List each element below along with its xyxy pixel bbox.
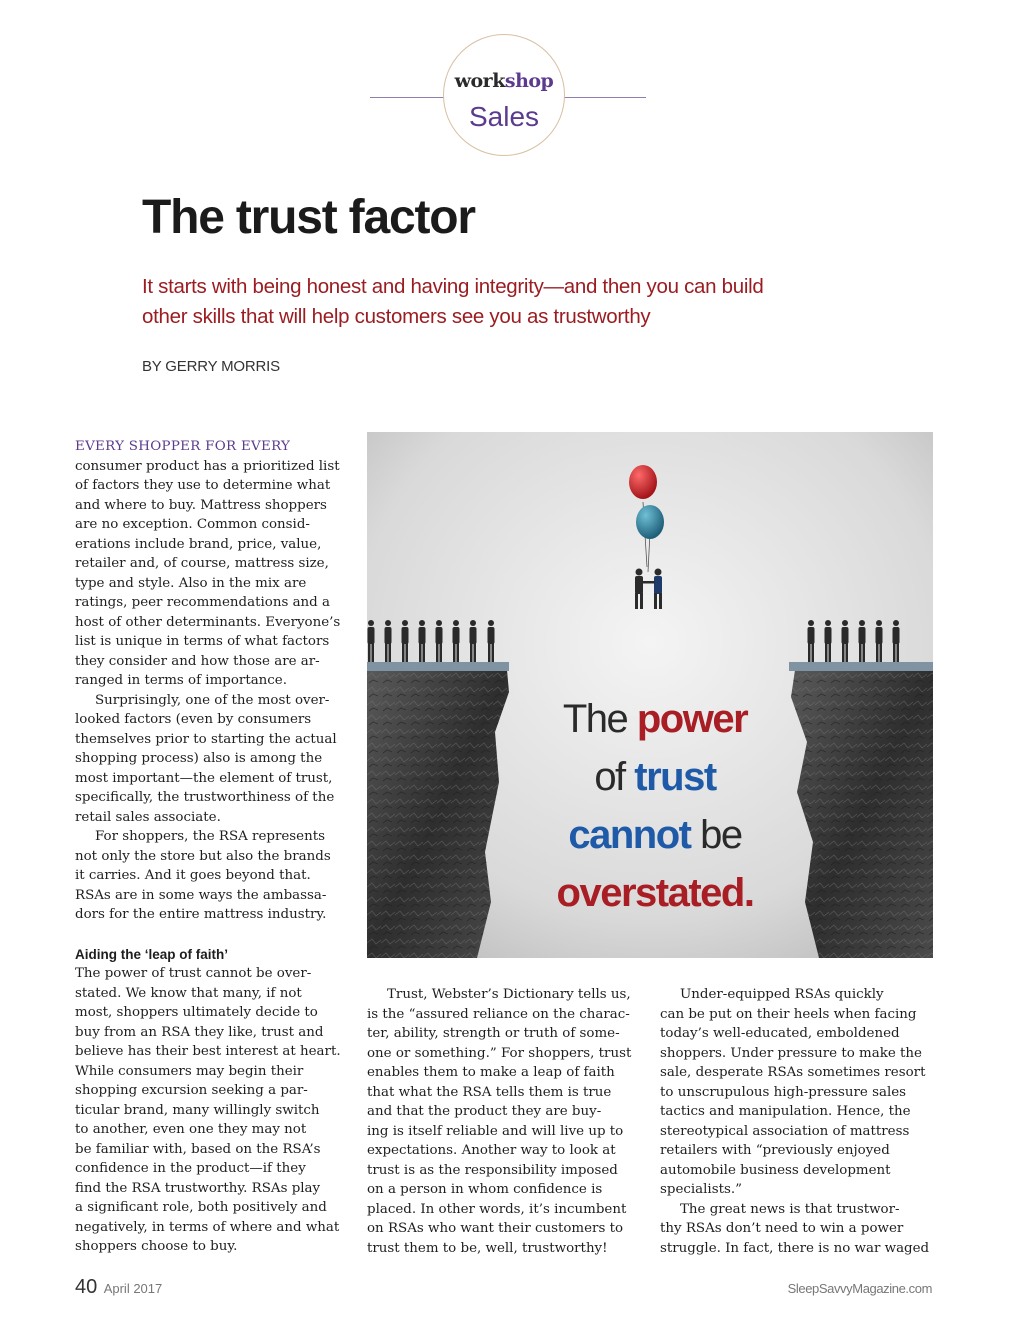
section-label: workshop <box>454 70 554 92</box>
article-deck: It starts with being honest and having integrity—and then you can build other skills that will help customers see you as trustworthy <box>142 275 764 328</box>
article-title: The trust factor <box>142 191 475 244</box>
red-balloon <box>629 465 657 499</box>
page-folio <box>75 1276 162 1299</box>
site-name: SleepSavvyMagazine.com <box>787 1281 932 1296</box>
issue-date: April 2017 <box>103 1281 163 1296</box>
section-badge <box>443 34 565 156</box>
header-rule-left <box>370 97 446 98</box>
paragraph-1: EVERY SHOPPER FOR EVERY consumer product has a prioritized list of factors they use to determine what and where to buy. Mattress shoppers are no exception. Common consid- erations include brand, price, value, retailer and, of course, mattress size, type and style. Also in the mix are ratings, peer recommendations and a host of other determinants. Everyone’s list is unique in terms of what factors they consider and how those are ar- ranged in terms of importance. <box>75 439 341 688</box>
body-column-3 <box>660 985 950 1258</box>
paragraph-5: Trust, Webster’s Dictionary tells us, is the “assured reliance on the charac- ter, ability, strength or truth of some- one or something.” For shoppers, trust enables them to make a leap of faith that what the RSA tells them is true and that the product they are buy- ing is itself reliable and will live up to expectations. Another way to look at trust is as the responsibility imposed on a person in whom confidence is placed. In other words, it’s incumbent on RSAs who want their customers to trust them to be, well, trustworthy! <box>367 987 632 1256</box>
page-number: 40 <box>75 1276 98 1298</box>
paragraph-6: Under-equipped RSAs quickly can be put on their heels when facing today’s well-educated, emboldened shoppers. Under pressure to make the sale, desperate RSAs sometimes resort to unscrupulous high-pressure sales tactics and manipulation. Hence, the stereotypical association of mattress retailers with “previously enjoyed automobile business development specialists.” <box>660 987 926 1197</box>
left-ledge <box>367 662 509 671</box>
subhead: Aiding the ‘leap of faith’ <box>75 946 228 962</box>
paragraph-2: Surprisingly, one of the most over- looked factors (even by consumers themselves prior to starting the actual shopping process) also is among the most important—the element of trust, specifically, the trustworthiness of the retail sales associate. <box>75 692 337 825</box>
header-rule-right <box>562 97 646 98</box>
paragraph-4: The power of trust cannot be over- stated. We know that many, if not most, shoppers ultimately decide to buy from an RSA they like, trust and believe has their best interest at heart. While consumers may begin their shopping excursion seeking a par- ticular brand, many willingly switch to another, even one they may not be familiar with, based on the RSA’s confidence in the product—if they find the RSA trustworthy. RSAs play a significant role, both positively and negatively, in terms of where and what shoppers choose to buy. <box>75 966 341 1254</box>
pull-quote: The power of trust cannot be overstated. <box>556 697 754 915</box>
paragraph-7: The great news is that trustwor- thy RSAs don’t need to win a power struggle. In fact, there is no war waged <box>660 1201 930 1256</box>
blue-balloon <box>636 505 664 539</box>
body-column-1 <box>75 437 365 1257</box>
section-name: Sales <box>468 101 540 132</box>
right-ledge <box>789 662 933 671</box>
lead-in: EVERY SHOPPER FOR EVERY <box>75 439 291 454</box>
body-column-2 <box>367 985 652 1258</box>
paragraph-3: For shoppers, the RSA represents not only the store but also the brands it carries. And it goes beyond that. RSAs are in some ways the ambassa- dors for the entire mattress industry. <box>75 829 331 922</box>
byline: BY GERRY MORRIS <box>142 358 280 375</box>
